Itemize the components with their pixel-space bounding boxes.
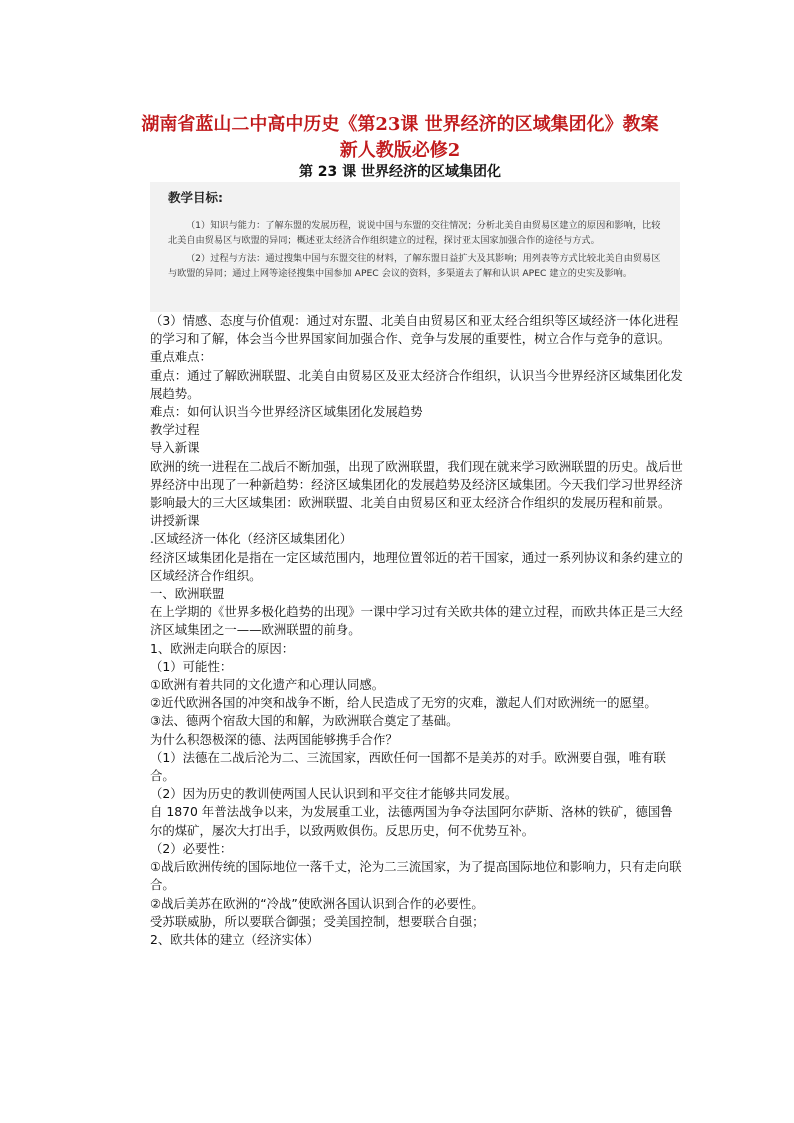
paragraph: ③法、德两个宿敌大国的和解，为欧洲联合奠定了基础。 [150,713,459,729]
paragraph: 导入新课 [150,440,200,456]
paragraph: 1、欧洲走向联合的原因： [150,640,295,656]
objective-knowledge: （1）知识与能力：了解东盟的发展历程，说说中国与东盟的交往情况；分析北美自由贸易区建立的原因和影响，比较北美自由贸易区与欧盟的异同；概述亚太经济合作组织建立的过程，探讨亚太国家加强合作的途径与方式。 [168,220,661,246]
paragraph: （2）因为历史的教训使两国人民认识到和平交往才能够共同发展。 [150,786,518,802]
paragraph: 一、欧洲联盟 [150,586,225,602]
paragraph: 自 1870 年普法战争以来，为发展重工业，法德两国为争夺法国阿尔萨斯、洛林的铁矿，德国鲁尔的煤矿，屡次大打出手，以致两败俱伤。反思历史，何不优势互补。 [150,804,673,838]
paragraph: 2、欧共体的建立（经济实体） [150,931,319,947]
paragraph: （3）情感、态度与价值观：通过对东盟、北美自由贸易区和亚太经合组织等区域经济一体化进程的学习和了解，体会当今世界国家间加强合作、竞争与发展的重要性，树立合作与竞争的意识。 [150,313,679,347]
paragraph: ①战后欧洲传统的国际地位一落千丈，沦为二三流国家，为了提高国际地位和影响力，只有走向联合。 [150,859,682,893]
paragraph: 难点：如何认识当今世界经济区域集团化发展趋势 [150,404,423,420]
paragraph: 教学过程 [150,422,200,438]
paragraph: 为什么积怨极深的德、法两国能够携手合作？ [150,731,398,747]
paragraph: 重点难点： [150,349,212,365]
paragraph: 讲授新课 [150,513,200,529]
paragraph: ②战后美苏在欧洲的“冷战”使欧洲各国认识到合作的必要性。 [150,895,484,911]
paragraph: 经济区域集团化是指在一定区域范围内，地理位置邻近的若干国家，通过一系列协议和条约建立的区域经济合作组织。 [150,549,683,583]
teaching-objectives-image [150,182,680,312]
paragraph: 欧洲的统一进程在二战后不断加强，出现了欧洲联盟，我们现在就来学习欧洲联盟的历史。战后世界经济中出现了一种新趋势：经济区域集团化的发展趋势及经济区域集团。今天我们学习世界经济影响最大的三大区域集团：欧洲联盟、北美自由贸易区和亚太经济合作组织的发展历程和前景。 [150,458,683,511]
paragraph: 受苏联威胁，所以要联合御强；受美国控制，想要联合自强； [150,913,485,929]
lesson-title: 第 23 课 世界经济的区域集团化 [298,164,502,180]
paragraph: （2）必要性： [150,840,233,856]
paragraph: 在上学期的《世界多极化趋势的出现》一课中学习过有关欧共体的建立过程，而欧共体正是三大经济区域集团之一——欧洲联盟的前身。 [150,604,683,638]
paragraph: （1）法德在二战后沦为二、三流国家，西欧任何一国都不是美苏的对手。欧洲要自强，唯有联合。 [150,749,666,784]
paragraph: 重点：通过了解欧洲联盟、北美自由贸易区及亚太经济合作组织，认识当今世界经济区域集团化发展趋势。 [150,367,683,401]
paragraph: （1）可能性： [150,658,233,674]
objectives-heading: 教学目标: [168,190,223,205]
objective-process: （2）过程与方法：通过搜集中国与东盟交往的材料，了解东盟日益扩大及其影响；用列表等方式比较北美自由贸易区与欧盟的异同；通过上网等途径搜集中国参加 APEC 会议的资料，多渠道去了解和认识 APEC 建立的史实及影响。 [168,253,661,279]
paragraph: ②近代欧洲各国的冲突和战争不断，给人民造成了无穷的灾难，激起人们对欧洲统一的愿望。 [150,695,657,711]
paragraph: .区域经济一体化（经济区域集团化） [150,531,353,547]
paragraph: ①欧洲有着共同的文化遗产和心理认同感。 [150,677,385,693]
document-title: 湖南省蓝山二中高中历史《第23课 世界经济的区域集团化》教案 新人教版必修2 [141,114,659,161]
body-text [150,312,685,949]
